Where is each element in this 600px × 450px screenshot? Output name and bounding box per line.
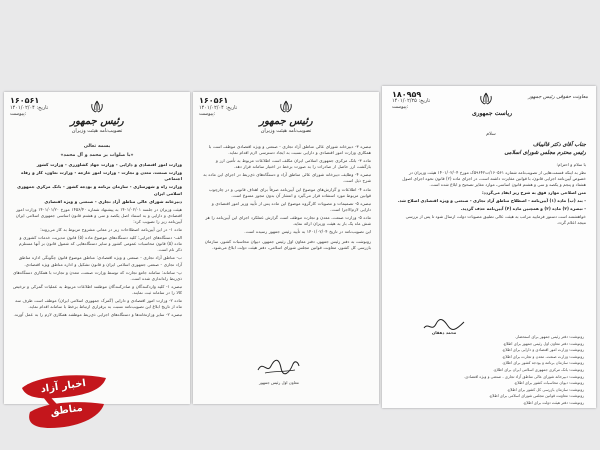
decree-page-1 — [4, 92, 190, 404]
recipient-line: رونوشت: دبیرخانه شورای عالی مناطق آزاد تجاری - صنعتی و ویژه اقتصادی. — [463, 373, 584, 379]
copy-note: رونوشت به دفتر رئیس جمهور، دفتر معاون اول رئیس جمهور، دیوان محاسبات کشور، سازمان بازرسی کل کشور، معاونت قوانین مجلس شورای اسلامی، دفتر هیئت دولت ابلاغ می‌شود. — [204, 239, 371, 251]
letter-body — [12, 144, 182, 320]
letter-title: رئیس جمهور — [259, 116, 313, 127]
letter-subtitle: تصویب‌نامه هیئت وزیران — [260, 128, 312, 134]
recipient-line: رونوشت: وزارت صنعت، معدن و تجارت برای اطلاع. — [501, 353, 584, 359]
body-paragraph: متن اصلاحی موارد فوق به شرح زیر ایفاد می‌گردد: — [482, 190, 586, 195]
addressee-list — [12, 162, 182, 205]
letter-heading — [4, 116, 190, 134]
body-paragraph: تبصره ۴- وظایف دبیرخانه شورای عالی مناطق آزاد و دستگاه‌های ذی‌ربط در اجرای این ماده به شرح ذیل است. — [203, 172, 371, 184]
letter-title: رئیس جمهور — [70, 116, 124, 127]
body-paragraph: - تبصره (۲) ماده (۲) و همچنین ماده (۴) آیین‌نامه حذف گردید. — [460, 206, 586, 211]
body-paragraph: - بند (ب) ماده (۱) آیین‌نامه - اصطلاح مناطق آزاد تجاری - صنعتی و ویژه اقتصادی اصلاح شد. — [397, 198, 586, 203]
decree-page-2 — [193, 92, 379, 404]
body-paragraph: ماده ۲- وزارت امور اقتصادی و دارایی (گمرک جمهوری اسلامی ایران) موظف است ظرف سه ماه از تاریخ ابلاغ این تصویب‌نامه نسبت به برقراری ارتباط برخط با سامانه اقدام نماید. — [15, 297, 182, 310]
letter-attachment: پیوست: — [10, 111, 27, 117]
office-name: ریاست جمهوری — [471, 110, 513, 117]
recipient-line: رونوشت: سازمان بازرسی کل کشور برای اطلاع. — [506, 386, 584, 392]
addressee-title: رئیس محترم مجلس شورای اسلامی — [504, 149, 586, 156]
letter-number: ۱۶۰۵۶۱ — [10, 96, 40, 105]
recipient-line: رونوشت: دیوان محاسبات کشور برای اطلاع. — [513, 380, 584, 386]
recipient-line: رونوشت: معاونت قوانین مجلس شورای اسلامی برای اطلاع. — [488, 393, 584, 399]
letter-subtitle: تصویب‌نامه هیئت وزیران — [71, 128, 123, 134]
iran-emblem-icon — [89, 100, 105, 114]
logo-line-2: مناطق — [49, 402, 84, 419]
body-paragraph: تبصره ۳- دبیرخانه شورای عالی مناطق آزاد تجاری - صنعتی و ویژه اقتصادی موظف است با همکاری وزارت امور اقتصادی و دارایی نسبت به ایجاد دسترسی لازم اقدام نماید. — [208, 144, 371, 156]
addressee-name: جناب آقای دکتر قالیباف — [532, 142, 586, 148]
signer-name: محمد دهقان — [431, 330, 457, 335]
letter-date: تاریخ: ۱۴۰۱/۰۲/۲۵ — [392, 98, 431, 104]
basmala: بسمه تعالی — [83, 144, 111, 149]
body-paragraph: ب- مناطق آزاد تجاری - صنعتی و ویژه اقتصادی: مناطق موضوع قانون چگونگی اداره مناطق آزاد تجاری - صنعتی جمهوری اسلامی ایران و قانون تشکیل و اداره مناطق ویژه اقتصادی. — [18, 255, 182, 267]
letter-meta — [10, 98, 68, 118]
addressee-line: وزارت صنعت، معدن و تجارت - وزارت امور خارجه - وزارت تعاون، کار و رفاه اجتماعی — [21, 170, 182, 182]
recipient-line: رونوشت: بانک مرکزی جمهوری اسلامی ایران برای اطلاع. — [493, 366, 584, 372]
body-label: سلام — [486, 132, 496, 137]
recipient-line: رونوشت: دفتر معاون اول رئیس جمهور برای اطلاع. — [502, 340, 584, 346]
addressee-line: وزارت امور اقتصادی و دارایی - وزارت جهاد کشاورزی - وزارت کشور — [36, 162, 182, 168]
letter-meta — [392, 92, 452, 110]
body-paragraph: خواهشمند است دستور فرمایید مراتب به هیئت عالی تطبیق مصوبات دولت ارسال شود تا پس از بررسی نتیجه اعلام گردد. — [405, 214, 586, 225]
recipient-line: رونوشت: دفتر رئیس جمهور برای استحضار. — [514, 334, 584, 339]
letter-attachment: پیوست: — [199, 111, 216, 117]
iran-emblem-icon — [278, 100, 294, 114]
recipient-line: رونوشت: سازمان برنامه و بودجه کشور برای اطلاع. — [502, 360, 584, 366]
letter-number: ۱۶۰۵۶۱ — [199, 96, 229, 105]
letter-body — [201, 144, 371, 253]
addressee-line: وزارت راه و شهرسازی - سازمان برنامه و بودجه کشور - بانک مرکزی جمهوری اسلامی ایران — [17, 184, 182, 196]
signature-caption: معاون اول رئیس جمهور — [259, 380, 299, 385]
iran-emblem-icon — [478, 92, 494, 106]
signature — [255, 354, 301, 378]
letter-body — [396, 132, 586, 228]
letter-attachment: پیوست: — [392, 104, 409, 110]
salawat: «با صلوات بر محمد و آل محمد» — [60, 153, 134, 159]
body-paragraph: این تصویب‌نامه در تاریخ ۱۴۰۱/۰۲/۰۴ به تأیید رئیس جمهور رسیده است. — [244, 229, 371, 235]
body-paragraph: ماده ۳- بانک مرکزی جمهوری اسلامی ایران مکلف است اطلاعات مربوط به تأمین ارز و بازگشت ارز حاصل از صادرات را به صورت برخط در اختیار سامانه قرار دهد. — [215, 158, 371, 170]
body-paragraph: پ- سامانه: سامانه جامع تجارت که توسط وزارت صنعت، معدن و تجارت با همکاری دستگاه‌های ذی‌ربط راه‌اندازی شده است. — [13, 269, 182, 281]
recipient-line: رونوشت: دفتر هیئت دولت برای اطلاع. — [522, 399, 584, 405]
letter-date: تاریخ: ۱۴۰۱/۰۲/۰۴ — [199, 104, 238, 111]
body-paragraph: تبصره ۵- تصمیمات و مصوبات کارگروه موضوع این ماده پس از تأیید وزیر امور اقتصادی و دارایی لازم‌الاجرا است. — [211, 200, 371, 212]
body-paragraph: ماده ۱- در این آیین‌نامه اصطلاحات زیر در معانی مشروح مربوط به کار می‌روند: — [40, 227, 182, 233]
logo-line-1: اخبار آزاد — [39, 378, 87, 396]
recipient-line: رونوشت: وزارت امور اقتصادی و دارایی برای اطلاع. — [501, 347, 584, 353]
body-paragraph: تبصره ۲- سایر وزارتخانه‌ها و دستگاه‌های اجرایی ذی‌ربط موظفند همکاری لازم را به عمل آورند. — [13, 312, 182, 318]
deputy-office-name: معاونت حقوقی رئیس جمهور — [528, 94, 588, 100]
letter-number: ۱۸۰۹۵۹ — [392, 90, 422, 99]
body-paragraph: تبصره ۱- کلیه واردکنندگان و صادرکنندگان موظفند اطلاعات مربوط به عملیات گمرکی و ترخیص کالا را در سامانه ثبت نمایند. — [12, 283, 182, 295]
body-paragraph: ماده ۵- وزارت صنعت، معدن و تجارت موظف است گزارش عملکرد اجرای این آیین‌نامه را هر شش ماه یک بار به هیئت وزیران ارائه نماید. — [205, 214, 371, 227]
body-paragraph: ماده ۴- اطلاعات و گزارش‌های موضوع این آیین‌نامه صرفاً برای اهداف قانونی و در چارچوب قوانین مربوط مورد استفاده قرار می‌گیرد و انتشار آن بدون مجوز ممنوع است. — [208, 186, 371, 198]
body-paragraph: الف- دستگاه‌های اجرایی: کلیه دستگاه‌های موضوع ماده (۵) قانون مدیریت خدمات کشوری و ماده (۵) قانون محاسبات عمومی کشور و سایر دستگاه‌هایی که شمول قانون بر آنها مستلزم ذکر نام است. — [19, 235, 182, 253]
body-paragraph: هیئت وزیران در جلسه ۱۴۰۱/۰۲/۰۱ به پیشنهاد شماره ۱۴۵۶/۴۰ مورخ ۱۴۰۱/۰۱/۲۰ وزارت امور اقتصادی و دارایی و به استناد اصل یکصد و سی و هشتم قانون اساسی جمهوری اسلامی ایران آیین‌نامه زیر را تصویب کرد: — [15, 206, 182, 224]
letter-heading — [193, 116, 379, 134]
legal-deputy-letter — [382, 86, 596, 408]
letter-meta — [199, 98, 257, 118]
greeting: با سلام و احترام؛ — [556, 162, 586, 167]
addressee-line: دبیرخانه شورای عالی مناطق آزاد تجاری - صنعتی و ویژه اقتصادی — [44, 198, 182, 204]
recipient-list — [408, 334, 584, 407]
body-paragraph: نظر به اینکه قسمت‌هایی از تصویب‌نامه شماره ۱۶۰۵۶۱/ت۵۹۶۴۲ک مورخ ۱۴۰۱/۰۲/۰۴ هیئت وزیران در خصوص آیین‌نامه اجرایی قانون، با قوانین مغایرت داشته است، در اجرای ماده (۲) قانون نحوه اجرای اصول هشتاد و پنجم و یکصد و سی و هشتم قانون اساسی، موارد مغایر تصحیح و ابلاغ شده است. — [402, 170, 586, 187]
letter-date: تاریخ: ۱۴۰۱/۰۲/۰۴ — [10, 104, 49, 111]
